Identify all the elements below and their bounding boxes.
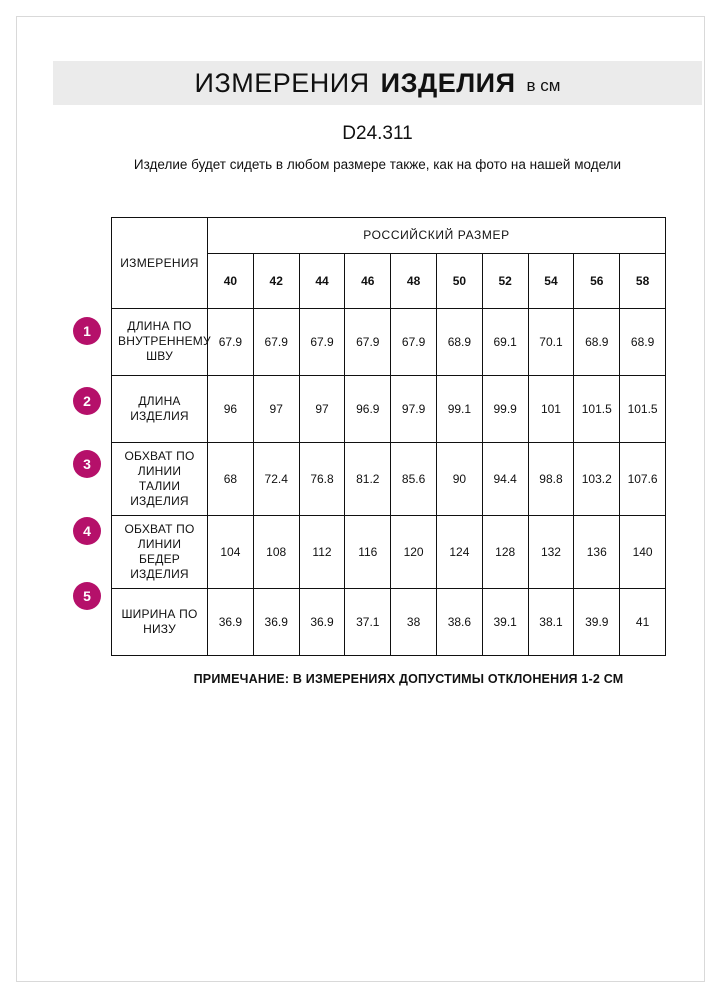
size-table	[111, 217, 666, 656]
size-col-2: 44	[299, 254, 345, 308]
cell-r1-c7: 70.1	[528, 308, 574, 375]
cell-r4-c2: 112	[299, 515, 345, 588]
title-product: ИЗДЕЛИЯ	[380, 67, 516, 98]
page-frame	[16, 16, 705, 982]
cell-r5-c9: 41	[620, 588, 666, 655]
cell-r3-c6: 94.4	[482, 442, 528, 515]
row-badge-5: 5	[73, 582, 101, 610]
cell-r3-c0: 68	[208, 442, 254, 515]
cell-r5-c7: 38.1	[528, 588, 574, 655]
row-label-1: ДЛИНА ПО ВНУТРЕННЕМУ ШВУ	[112, 308, 208, 375]
size-col-5: 50	[436, 254, 482, 308]
product-code: D24.311	[342, 123, 413, 144]
row-label-4: ОБХВАТ ПО ЛИНИИ БЕДЕР ИЗДЕЛИЯ	[112, 515, 208, 588]
document-content	[49, 61, 706, 686]
row-label-2: ДЛИНА ИЗДЕЛИЯ	[112, 375, 208, 442]
cell-r4-c3: 116	[345, 515, 391, 588]
cell-r2-c0: 96	[208, 375, 254, 442]
cell-r5-c2: 36.9	[299, 588, 345, 655]
cell-r4-c8: 136	[574, 515, 620, 588]
table-row	[112, 375, 666, 442]
cell-r3-c3: 81.2	[345, 442, 391, 515]
cell-r3-c4: 85.6	[391, 442, 437, 515]
cell-r4-c7: 132	[528, 515, 574, 588]
cell-r3-c5: 90	[436, 442, 482, 515]
cell-r5-c5: 38.6	[436, 588, 482, 655]
cell-r5-c3: 37.1	[345, 588, 391, 655]
cell-r2-c8: 101.5	[574, 375, 620, 442]
cell-r1-c1: 67.9	[253, 308, 299, 375]
tolerance-note: ПРИМЕЧАНИЕ: В ИЗМЕРЕНИЯХ ДОПУСТИМЫ ОТКЛОНЕНИЯ 1-2 СМ	[193, 671, 624, 686]
table-row	[112, 308, 666, 375]
row-badge-3: 3	[73, 450, 101, 478]
title-measurements: ИЗМЕРЕНИЯ	[194, 67, 370, 98]
cell-r4-c9: 140	[620, 515, 666, 588]
size-col-7: 54	[528, 254, 574, 308]
cell-r2-c2: 97	[299, 375, 345, 442]
cell-r5-c0: 36.9	[208, 588, 254, 655]
cell-r4-c5: 124	[436, 515, 482, 588]
row-label-5: ШИРИНА ПО НИЗУ	[112, 588, 208, 655]
cell-r2-c9: 101.5	[620, 375, 666, 442]
cell-r3-c9: 107.6	[620, 442, 666, 515]
table-row	[112, 588, 666, 655]
cell-r1-c2: 67.9	[299, 308, 345, 375]
cell-r2-c4: 97.9	[391, 375, 437, 442]
cell-r1-c6: 69.1	[482, 308, 528, 375]
table-header-group-row	[112, 217, 666, 254]
cell-r2-c3: 96.9	[345, 375, 391, 442]
cell-r4-c0: 104	[208, 515, 254, 588]
cell-r5-c6: 39.1	[482, 588, 528, 655]
size-col-1: 42	[253, 254, 299, 308]
cell-r1-c3: 67.9	[345, 308, 391, 375]
cell-r2-c7: 101	[528, 375, 574, 442]
cell-r2-c6: 99.9	[482, 375, 528, 442]
cell-r3-c7: 98.8	[528, 442, 574, 515]
row-label-3: ОБХВАТ ПО ЛИНИИ ТАЛИИ ИЗДЕЛИЯ	[112, 442, 208, 515]
cell-r2-c5: 99.1	[436, 375, 482, 442]
table-row	[112, 515, 666, 588]
size-col-3: 46	[345, 254, 391, 308]
row-badge-2: 2	[73, 387, 101, 415]
cell-r5-c8: 39.9	[574, 588, 620, 655]
cell-r3-c1: 72.4	[253, 442, 299, 515]
cell-r4-c6: 128	[482, 515, 528, 588]
size-col-4: 48	[391, 254, 437, 308]
cell-r1-c0: 67.9	[208, 308, 254, 375]
cell-r1-c5: 68.9	[436, 308, 482, 375]
table-corner-label: ИЗМЕРЕНИЯ	[112, 217, 208, 308]
row-badge-4: 4	[73, 517, 101, 545]
cell-r2-c1: 97	[253, 375, 299, 442]
size-col-0: 40	[208, 254, 254, 308]
table-row	[112, 442, 666, 515]
cell-r4-c4: 120	[391, 515, 437, 588]
cell-r3-c8: 103.2	[574, 442, 620, 515]
cell-r1-c4: 67.9	[391, 308, 437, 375]
size-col-6: 52	[482, 254, 528, 308]
size-table-wrap	[49, 217, 706, 656]
table-group-header: РОССИЙСКИЙ РАЗМЕР	[208, 217, 666, 254]
cell-r5-c4: 38	[391, 588, 437, 655]
page-title-band	[53, 61, 702, 105]
cell-r5-c1: 36.9	[253, 588, 299, 655]
fit-note: Изделие будет сидеть в любом размере также, как на фото на нашей модели	[133, 157, 622, 172]
cell-r3-c2: 76.8	[299, 442, 345, 515]
size-col-9: 58	[620, 254, 666, 308]
size-col-8: 56	[574, 254, 620, 308]
title-units: в см	[526, 75, 561, 95]
cell-r1-c8: 68.9	[574, 308, 620, 375]
cell-r4-c1: 108	[253, 515, 299, 588]
row-badge-1: 1	[73, 317, 101, 345]
cell-r1-c9: 68.9	[620, 308, 666, 375]
